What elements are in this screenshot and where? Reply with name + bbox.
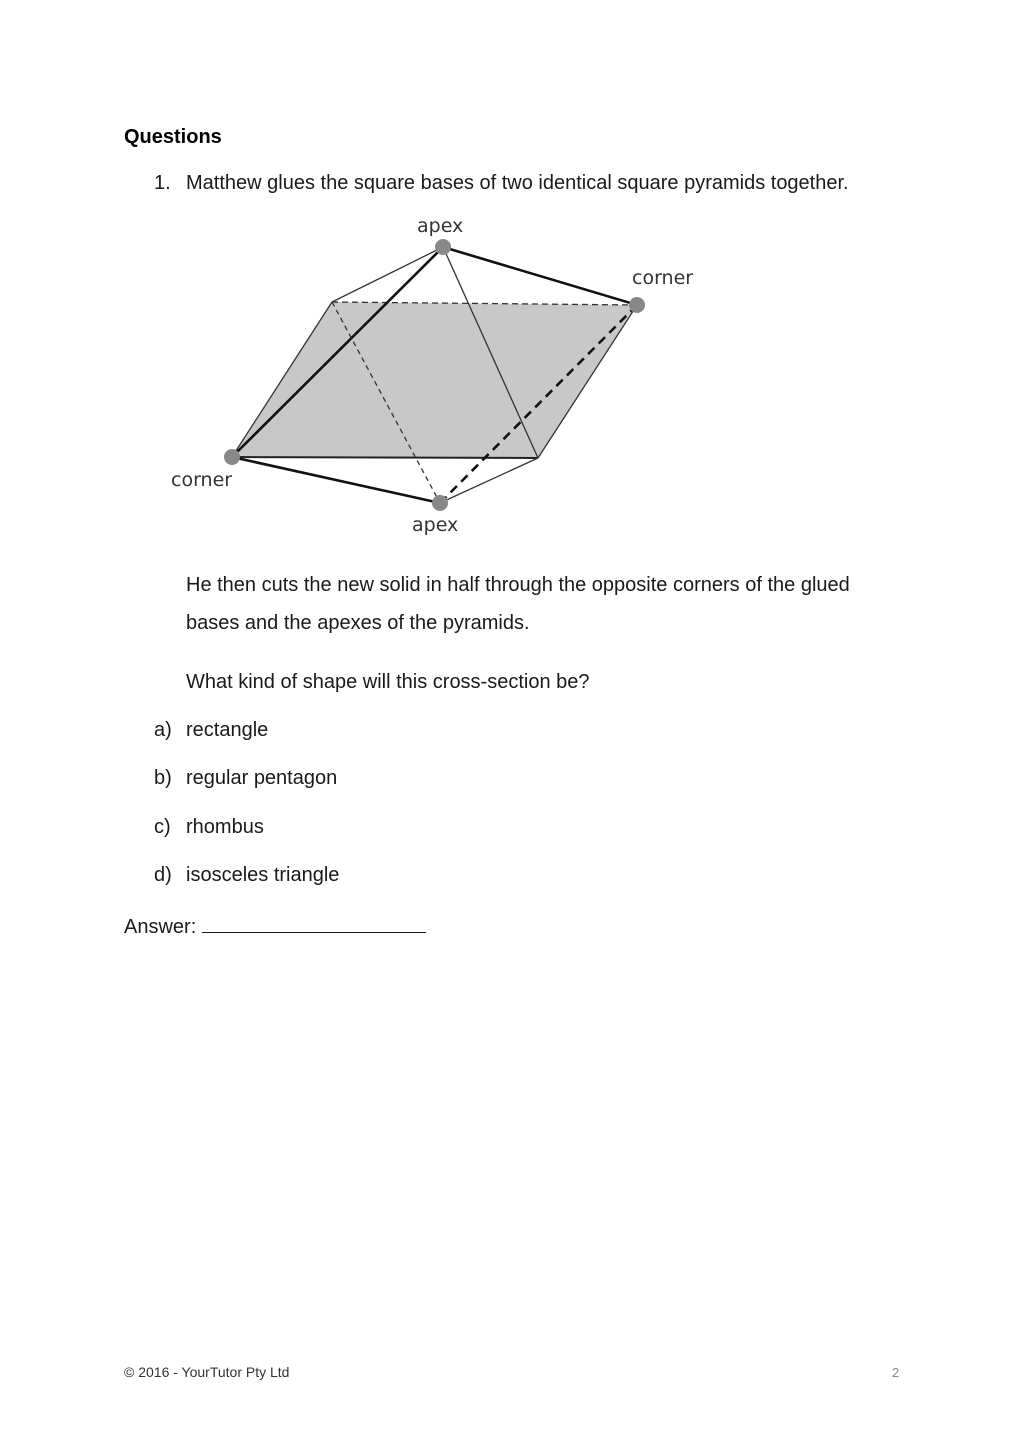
top-edge-to-right-corner — [443, 247, 637, 305]
option-a-text: rectangle — [186, 719, 269, 741]
instruction-line-2: bases and the apexes of the pyramids. — [186, 612, 530, 634]
option-c-text: rhombus — [186, 816, 264, 838]
label-apex-bottom: apex — [412, 514, 459, 536]
section-heading: Questions — [124, 126, 222, 148]
question-number: 1. — [154, 172, 171, 194]
option-a-letter: a) — [154, 719, 172, 741]
option-d-text: isosceles triangle — [186, 864, 340, 886]
corner-left-marker — [224, 449, 240, 465]
answer-blank-line[interactable] — [202, 912, 426, 933]
label-apex-top: apex — [417, 215, 464, 237]
option-b-text: regular pentagon — [186, 767, 338, 789]
corner-right-marker — [629, 297, 645, 313]
label-corner-left: corner — [171, 469, 233, 491]
option-c-letter: c) — [154, 816, 171, 838]
base-front-edge — [232, 457, 538, 458]
instruction-line-1: He then cuts the new solid in half through the opposite corners of the glued — [186, 574, 850, 596]
top-edge-back-left — [332, 247, 443, 302]
question-text: Matthew glues the square bases of two identical square pyramids together. — [186, 172, 849, 194]
answer-label: Answer: — [124, 916, 197, 938]
apex-top-marker — [435, 239, 451, 255]
answer-row — [124, 912, 426, 939]
glued-base-face — [232, 302, 637, 458]
apex-bottom-marker — [432, 495, 448, 511]
bottom-edge-front-right — [440, 458, 538, 503]
question-prompt: What kind of shape will this cross-section be? — [186, 671, 590, 693]
footer-page-number: 2 — [892, 1365, 900, 1380]
option-b-letter: b) — [154, 767, 172, 789]
option-d-letter: d) — [154, 864, 172, 886]
label-corner-right: corner — [632, 267, 694, 289]
bottom-edge-to-left-corner — [232, 457, 440, 503]
footer-copyright: © 2016 - YourTutor Pty Ltd — [124, 1364, 290, 1380]
double-pyramid-diagram — [150, 205, 720, 545]
